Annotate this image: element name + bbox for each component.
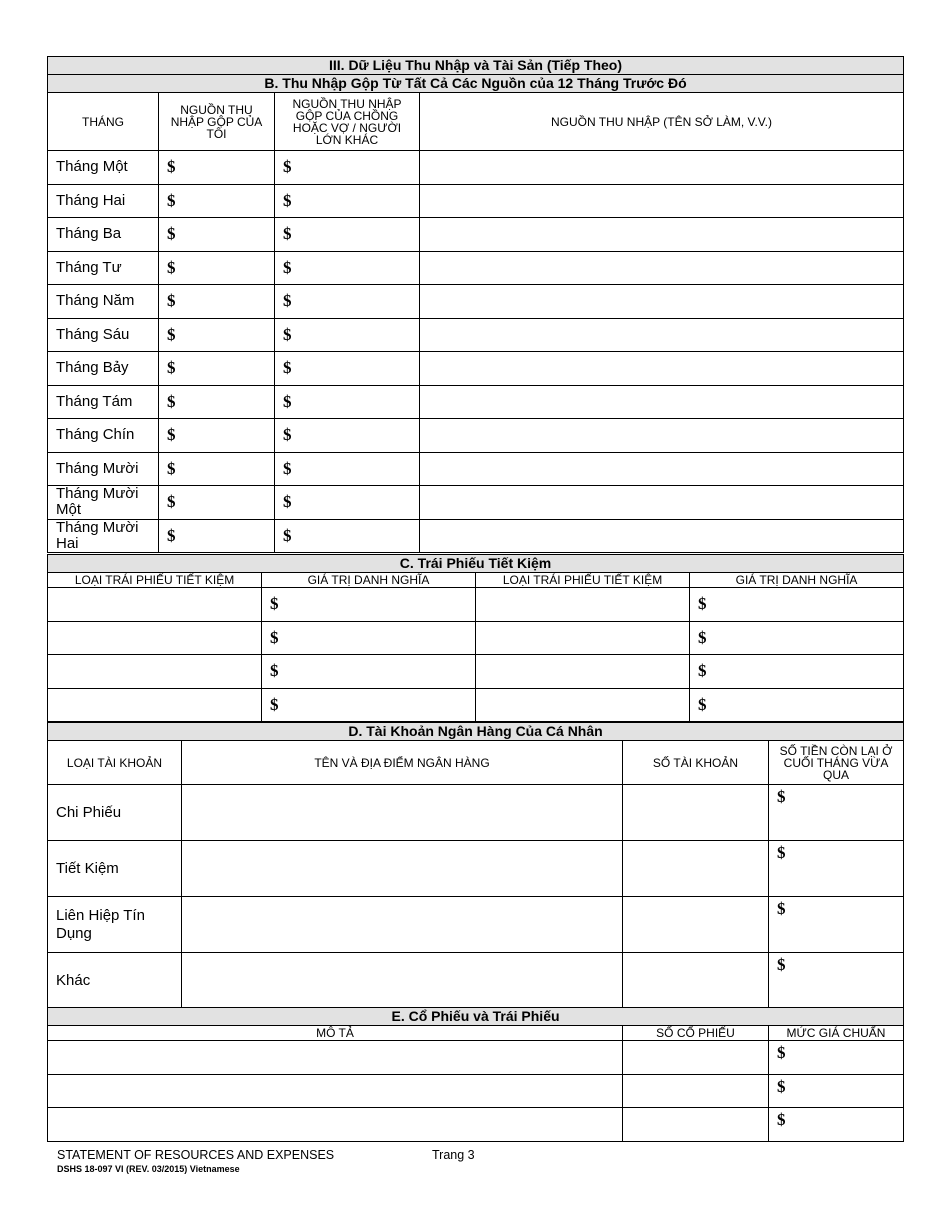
bond-type-field[interactable] (476, 688, 690, 722)
stock-value-field[interactable]: $ (769, 1108, 904, 1142)
income-source-field[interactable] (420, 184, 904, 218)
bank-name-field[interactable] (182, 841, 623, 897)
month-label: Tháng Mười Hai (48, 519, 159, 553)
bank-section-title: D. Tài Khoản Ngân Hàng Của Cá Nhân (48, 723, 904, 741)
stock-description-field[interactable] (48, 1041, 623, 1075)
shares-field[interactable] (623, 1108, 769, 1142)
month-label: Tháng Chín (48, 419, 159, 453)
my-income-field[interactable]: $ (159, 452, 275, 486)
bond-value-field[interactable]: $ (690, 688, 904, 722)
income-row (48, 519, 904, 553)
account-number-field[interactable] (623, 785, 769, 841)
income-row (48, 352, 904, 386)
bond-row (48, 621, 904, 655)
month-label: Tháng Ba (48, 218, 159, 252)
balance-field[interactable]: $ (769, 841, 904, 897)
spouse-income-field[interactable]: $ (275, 419, 420, 453)
stock-description-field[interactable] (48, 1074, 623, 1108)
description-header: MÔ TẢ (48, 1026, 623, 1041)
my-income-field[interactable]: $ (159, 486, 275, 520)
bond-value-field[interactable]: $ (262, 655, 476, 689)
spouse-income-header: NGUỒN THU NHẬP GỘP CỦA CHỒNG HOẶC VỢ / NGƯỜI LỚN KHÁC (275, 93, 420, 151)
bond-value-field[interactable]: $ (690, 655, 904, 689)
month-header: THÁNG (48, 93, 159, 151)
income-source-field[interactable] (420, 385, 904, 419)
income-source-field[interactable] (420, 452, 904, 486)
bond-type-field[interactable] (48, 588, 262, 622)
account-number-field[interactable] (623, 841, 769, 897)
income-source-field[interactable] (420, 218, 904, 252)
income-source-field[interactable] (420, 285, 904, 319)
my-income-field[interactable]: $ (159, 285, 275, 319)
bank-name-field[interactable] (182, 953, 623, 1009)
spouse-income-field[interactable]: $ (275, 519, 420, 553)
income-source-field[interactable] (420, 486, 904, 520)
bond-type-header-1: LOẠI TRÁI PHIẾU TIẾT KIỆM (48, 573, 262, 588)
stock-row (48, 1108, 904, 1142)
section-title: III. Dữ Liệu Thu Nhập và Tài Sản (Tiếp Theo) (48, 57, 904, 75)
income-section-title: B. Thu Nhập Gộp Từ Tất Cả Các Nguồn của 12 Tháng Trước Đó (48, 75, 904, 93)
bond-type-field[interactable] (476, 621, 690, 655)
month-label: Tháng Tám (48, 385, 159, 419)
bond-value-field[interactable]: $ (690, 621, 904, 655)
income-source-field[interactable] (420, 419, 904, 453)
bond-value-header-1: GIÁ TRỊ DANH NGHĨA (262, 573, 476, 588)
account-type-label: Tiết Kiệm (48, 841, 182, 897)
balance-header: SỐ TIỀN CÒN LẠI Ở CUỐI THÁNG VỪA QUA (769, 741, 904, 785)
spouse-income-field[interactable]: $ (275, 151, 420, 185)
income-row (48, 218, 904, 252)
income-table (47, 56, 904, 553)
my-income-field[interactable]: $ (159, 151, 275, 185)
bank-table (47, 722, 904, 1009)
my-income-field[interactable]: $ (159, 419, 275, 453)
bond-row (48, 588, 904, 622)
page-number: Trang 3 (432, 1148, 475, 1162)
bonds-table (47, 554, 904, 722)
stock-value-field[interactable]: $ (769, 1041, 904, 1075)
bond-row (48, 655, 904, 689)
bank-name-field[interactable] (182, 785, 623, 841)
footer (57, 1148, 334, 1174)
bond-type-field[interactable] (476, 655, 690, 689)
bond-value-header-2: GIÁ TRỊ DANH NGHĨA (690, 573, 904, 588)
account-number-field[interactable] (623, 953, 769, 1009)
month-label: Tháng Bảy (48, 352, 159, 386)
spouse-income-field[interactable]: $ (275, 285, 420, 319)
month-label: Tháng Năm (48, 285, 159, 319)
spouse-income-field[interactable]: $ (275, 318, 420, 352)
bank-row (48, 953, 904, 1009)
bond-row (48, 688, 904, 722)
balance-field[interactable]: $ (769, 785, 904, 841)
income-source-field[interactable] (420, 151, 904, 185)
bank-row (48, 785, 904, 841)
account-number-header: SỐ TÀI KHOẢN (623, 741, 769, 785)
my-income-field[interactable]: $ (159, 519, 275, 553)
income-row (48, 184, 904, 218)
spouse-income-field[interactable]: $ (275, 352, 420, 386)
my-income-field[interactable]: $ (159, 352, 275, 386)
my-income-field[interactable]: $ (159, 385, 275, 419)
account-type-header: LOẠI TÀI KHOẢN (48, 741, 182, 785)
balance-field[interactable]: $ (769, 897, 904, 953)
form-name: STATEMENT OF RESOURCES AND EXPENSES (57, 1148, 335, 1162)
my-income-field[interactable]: $ (159, 184, 275, 218)
bond-value-field[interactable]: $ (262, 588, 476, 622)
spouse-income-field[interactable]: $ (275, 486, 420, 520)
month-label: Tháng Tư (48, 251, 159, 285)
balance-field[interactable]: $ (769, 953, 904, 1009)
bonds-section-title: C. Trái Phiếu Tiết Kiệm (48, 555, 904, 573)
stock-row (48, 1041, 904, 1075)
my-income-header: NGUỒN THU NHẬP GỘP CỦA TÔI (159, 93, 275, 151)
bond-type-header-2: LOẠI TRÁI PHIẾU TIẾT KIỆM (476, 573, 690, 588)
bond-value-field[interactable]: $ (262, 688, 476, 722)
month-label: Tháng Hai (48, 184, 159, 218)
income-source-field[interactable] (420, 251, 904, 285)
bond-value-field[interactable]: $ (262, 621, 476, 655)
spouse-income-field[interactable]: $ (275, 452, 420, 486)
income-row (48, 419, 904, 453)
income-source-header: NGUỒN THU NHẬP (TÊN SỞ LÀM, V.V.) (420, 93, 904, 151)
form-code: DSHS 18-097 VI (REV. 03/2015) Vietnamese (57, 1164, 240, 1174)
bond-type-field[interactable] (476, 588, 690, 622)
month-label: Tháng Một (48, 151, 159, 185)
income-source-field[interactable] (420, 352, 904, 386)
my-income-field[interactable]: $ (159, 318, 275, 352)
shares-field[interactable] (623, 1074, 769, 1108)
stock-description-field[interactable] (48, 1108, 623, 1142)
bond-type-field[interactable] (48, 688, 262, 722)
bank-row (48, 841, 904, 897)
spouse-income-field[interactable]: $ (275, 385, 420, 419)
stocks-table (47, 1007, 904, 1142)
my-income-field[interactable]: $ (159, 251, 275, 285)
value-header: MỨC GIÁ CHUẨN (769, 1026, 904, 1041)
income-row (48, 486, 904, 520)
bank-name-header: TÊN VÀ ĐỊA ĐIỂM NGÂN HÀNG (182, 741, 623, 785)
income-row (48, 452, 904, 486)
stocks-section-title: E. Cổ Phiếu và Trái Phiếu (48, 1008, 904, 1026)
income-row (48, 151, 904, 185)
spouse-income-field[interactable]: $ (275, 251, 420, 285)
stock-row (48, 1074, 904, 1108)
shares-field[interactable] (623, 1041, 769, 1075)
income-row (48, 385, 904, 419)
my-income-field[interactable]: $ (159, 218, 275, 252)
month-label: Tháng Mười Một (48, 486, 159, 520)
income-row (48, 251, 904, 285)
account-type-label: Liên Hiệp Tín Dụng (48, 897, 182, 953)
bank-name-field[interactable] (182, 897, 623, 953)
shares-header: SỐ CỔ PHIẾU (623, 1026, 769, 1041)
spouse-income-field[interactable]: $ (275, 218, 420, 252)
bond-type-field[interactable] (48, 655, 262, 689)
month-label: Tháng Mười (48, 452, 159, 486)
bank-row (48, 897, 904, 953)
bond-value-field[interactable]: $ (690, 588, 904, 622)
income-source-field[interactable] (420, 519, 904, 553)
income-row (48, 285, 904, 319)
income-source-field[interactable] (420, 318, 904, 352)
account-number-field[interactable] (623, 897, 769, 953)
spouse-income-field[interactable]: $ (275, 184, 420, 218)
account-type-label: Chi Phiếu (48, 785, 182, 841)
account-type-label: Khác (48, 953, 182, 1009)
stock-value-field[interactable]: $ (769, 1074, 904, 1108)
income-row (48, 318, 904, 352)
month-label: Tháng Sáu (48, 318, 159, 352)
bond-type-field[interactable] (48, 621, 262, 655)
